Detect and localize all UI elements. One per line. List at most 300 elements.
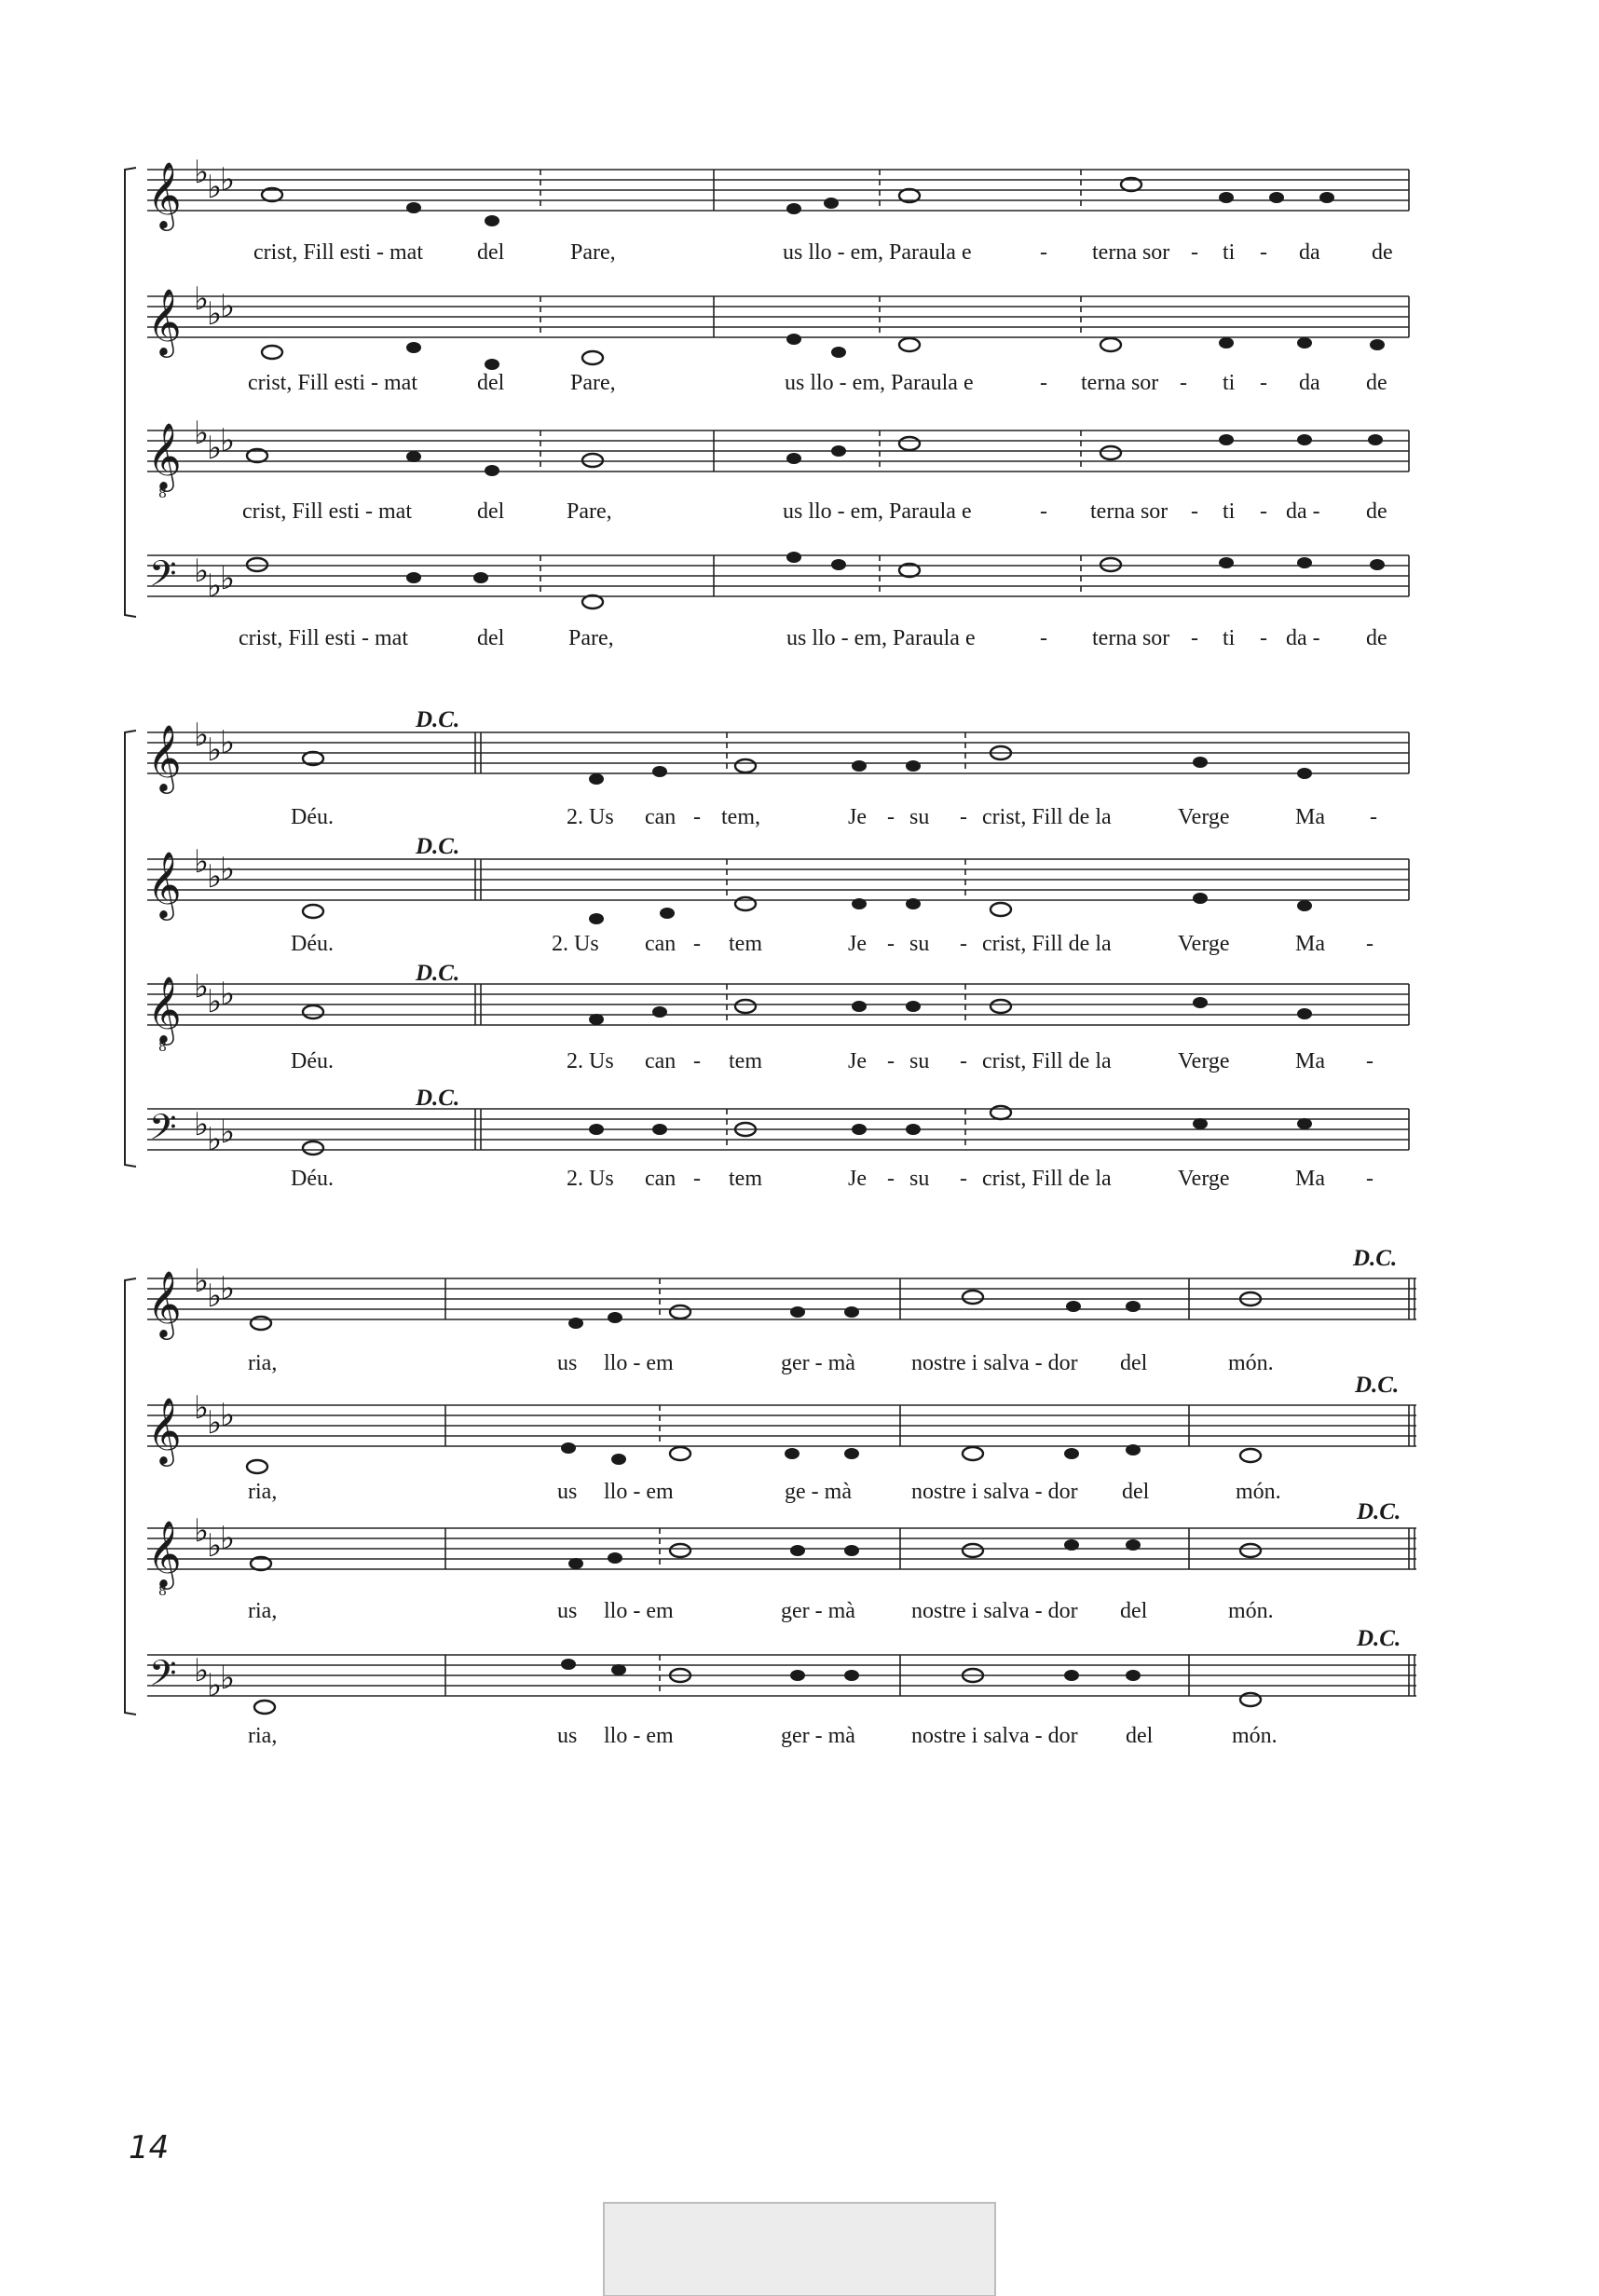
lyric-syllable: Déu. xyxy=(291,932,334,956)
note-head xyxy=(254,1701,275,1714)
lyric-syllable: - xyxy=(887,932,895,956)
lyric-syllable: - xyxy=(693,932,701,956)
note-head xyxy=(1297,1118,1312,1129)
note-head xyxy=(589,773,604,785)
lyric-syllable: 2. Us xyxy=(567,1167,614,1191)
lyric-syllable: món. xyxy=(1228,1351,1274,1375)
flat-icon: ♭ xyxy=(194,1263,210,1300)
lyric-syllable: ti xyxy=(1223,240,1236,265)
note-head xyxy=(1193,893,1208,904)
octave-eight-icon: 8 xyxy=(158,1584,167,1599)
lyric-syllable: Ma xyxy=(1295,932,1325,956)
lyric-syllable: nostre i salva - dor xyxy=(911,1599,1078,1623)
lyric-syllable: nostre i salva - dor xyxy=(911,1351,1078,1375)
staff-alto xyxy=(147,280,1409,395)
note-head xyxy=(485,359,499,370)
lyric-syllable: del xyxy=(477,371,505,395)
note-head xyxy=(1193,997,1208,1008)
flat-icon: ♭ xyxy=(207,169,223,206)
lyric-syllable: - xyxy=(1180,371,1187,395)
staff-soprano xyxy=(147,154,1409,265)
note-head xyxy=(611,1664,626,1675)
staff-tenor xyxy=(147,415,1409,524)
lyric-syllable: - xyxy=(1260,626,1267,650)
note-head xyxy=(1297,557,1312,568)
lyric-syllable: ria, xyxy=(248,1599,278,1623)
treble-clef-8vb-icon: 𝄞 xyxy=(147,421,182,489)
staff-bass xyxy=(147,1626,1416,1748)
flat-icon: ♭ xyxy=(207,430,223,467)
lyric-syllable: terna sor xyxy=(1092,626,1170,650)
note-head xyxy=(844,1448,859,1459)
lyric-syllable: crist, Fill de la xyxy=(982,1049,1112,1073)
note-head xyxy=(824,198,839,209)
note-head xyxy=(844,1545,859,1556)
note-head xyxy=(608,1552,622,1564)
note-head xyxy=(1100,338,1121,351)
note-head xyxy=(303,1005,323,1018)
lyric-syllable: Verge xyxy=(1178,932,1230,956)
lyric-syllable: Déu. xyxy=(291,1049,334,1073)
note-head xyxy=(844,1306,859,1318)
note-head xyxy=(844,1670,859,1681)
note-head xyxy=(735,897,756,910)
note-head xyxy=(906,760,921,772)
dc-marking: D.C. xyxy=(416,1086,460,1111)
lyric-syllable: - xyxy=(1366,1049,1374,1073)
lyric-syllable: de xyxy=(1366,371,1387,395)
note-head xyxy=(1100,558,1121,571)
lyric-syllable: ge - mà xyxy=(785,1480,852,1504)
note-head xyxy=(561,1442,576,1454)
staff-bass xyxy=(147,552,1409,650)
lyric-syllable: Je xyxy=(848,1049,867,1073)
flat-icon: ♭ xyxy=(194,843,210,881)
staff-lines xyxy=(147,170,1409,211)
lyric-syllable: - xyxy=(693,805,701,829)
lyric-syllable: del xyxy=(1120,1599,1148,1623)
flat-icon: ♭ xyxy=(220,976,236,1013)
note-head xyxy=(406,572,421,583)
lyric-syllable: del xyxy=(477,240,505,265)
lyric-syllable: can xyxy=(645,932,676,956)
note-head xyxy=(786,334,801,345)
note-head xyxy=(786,203,801,214)
flat-icon: ♭ xyxy=(220,1114,236,1151)
lyric-syllable: - xyxy=(1191,626,1198,650)
lyric-syllable: tem xyxy=(729,932,762,956)
flat-icon: ♭ xyxy=(207,1278,223,1315)
note-head xyxy=(1240,1693,1261,1706)
lyric-syllable: su xyxy=(909,805,930,829)
lyric-syllable: - xyxy=(960,932,967,956)
lyric-syllable: - xyxy=(887,1049,895,1073)
note-head xyxy=(303,905,323,918)
lyric-syllable: món. xyxy=(1232,1724,1278,1748)
lyric-syllable: - xyxy=(1040,240,1047,265)
lyric-syllable: Déu. xyxy=(291,1167,334,1191)
note-head xyxy=(831,559,846,570)
note-head xyxy=(831,347,846,358)
lyric-syllable: crist, Fill de la xyxy=(982,805,1112,829)
note-head xyxy=(1193,1118,1208,1129)
lyric-syllable: su xyxy=(909,1049,930,1073)
lyric-syllable: del xyxy=(477,499,505,524)
note-head xyxy=(485,465,499,476)
lyric-syllable: can xyxy=(645,1049,676,1073)
note-head xyxy=(1066,1301,1081,1312)
system-2 xyxy=(125,707,1409,1191)
lyric-syllable: us xyxy=(557,1599,578,1623)
note-head xyxy=(831,445,846,457)
treble-clef-icon: 𝄞 xyxy=(147,850,182,918)
dc-marking: D.C. xyxy=(1353,1246,1398,1271)
lyrics xyxy=(248,1599,1274,1623)
lyric-syllable: del xyxy=(1120,1351,1148,1375)
lyric-syllable: llo - em xyxy=(604,1599,674,1623)
note-head xyxy=(1064,1539,1079,1551)
note-head xyxy=(1240,1449,1261,1462)
lyric-syllable: crist, Fill de la xyxy=(982,932,1112,956)
staff-tenor xyxy=(147,1499,1416,1623)
lyric-syllable: us xyxy=(557,1351,578,1375)
lyric-syllable: - xyxy=(960,1167,967,1191)
lyric-syllable: món. xyxy=(1236,1480,1281,1504)
flat-icon: ♭ xyxy=(194,1512,210,1550)
lyrics xyxy=(239,626,1387,650)
note-head xyxy=(589,1014,604,1025)
dc-marking: D.C. xyxy=(416,834,460,859)
lyric-syllable: Verge xyxy=(1178,805,1230,829)
note-head xyxy=(1368,434,1383,445)
dc-marking: D.C. xyxy=(416,961,460,986)
note-head xyxy=(1297,434,1312,445)
note-head xyxy=(485,215,499,226)
lyric-syllable: - xyxy=(1040,499,1047,524)
lyric-syllable: crist, Fill esti - mat xyxy=(253,240,423,265)
note-head xyxy=(1100,446,1121,459)
lyric-syllable: Verge xyxy=(1178,1049,1230,1073)
lyric-syllable: can xyxy=(645,1167,676,1191)
lyric-syllable: Ma xyxy=(1295,805,1325,829)
lyric-syllable: terna sor xyxy=(1092,240,1170,265)
treble-clef-8vb-icon: 𝄞 xyxy=(147,975,182,1043)
dc-marking: D.C. xyxy=(1357,1499,1401,1524)
flat-icon: ♭ xyxy=(194,1652,210,1689)
note-head xyxy=(1297,900,1312,911)
note-head xyxy=(251,1317,271,1330)
lyrics xyxy=(291,1167,1374,1191)
flat-icon: ♭ xyxy=(207,567,223,605)
flat-icon: ♭ xyxy=(207,295,223,333)
lyric-syllable: - xyxy=(887,805,895,829)
note-head xyxy=(852,1124,867,1135)
flat-icon: ♭ xyxy=(194,553,210,590)
lyric-syllable: us llo - em, Paraula e xyxy=(783,499,972,524)
lyric-syllable: ger - mà xyxy=(781,1351,855,1375)
treble-clef-8vb-icon: 𝄞 xyxy=(147,1519,182,1587)
flat-icon: ♭ xyxy=(220,560,236,597)
note-head xyxy=(1297,768,1312,779)
lyric-syllable: da - xyxy=(1286,626,1320,650)
note-head xyxy=(1370,339,1385,350)
note-head xyxy=(652,766,667,777)
flat-icon: ♭ xyxy=(194,1106,210,1143)
note-head xyxy=(582,351,603,364)
lyric-syllable: del xyxy=(477,626,505,650)
lyric-syllable: tem, xyxy=(721,805,760,829)
note-head xyxy=(1126,1301,1141,1312)
lyric-syllable: crist, Fill esti - mat xyxy=(242,499,412,524)
note-head xyxy=(1219,557,1234,568)
lyric-syllable: Ma xyxy=(1295,1049,1325,1073)
note-head xyxy=(906,1124,921,1135)
note-head xyxy=(247,558,267,571)
lyric-syllable: llo - em xyxy=(604,1351,674,1375)
note-head xyxy=(1319,192,1334,203)
note-head xyxy=(670,1544,690,1557)
lyric-syllable: su xyxy=(909,1167,930,1191)
note-head xyxy=(660,908,675,919)
lyric-syllable: Ma xyxy=(1295,1167,1325,1191)
flat-icon: ♭ xyxy=(220,1397,236,1434)
lyric-syllable: del xyxy=(1126,1724,1154,1748)
note-head xyxy=(852,1001,867,1012)
dc-marking: D.C. xyxy=(1357,1626,1401,1651)
system-3 xyxy=(125,1246,1416,1748)
flat-icon: ♭ xyxy=(220,1520,236,1557)
lyrics xyxy=(291,932,1374,956)
staff-soprano xyxy=(147,1246,1416,1375)
lyric-syllable: da xyxy=(1299,240,1320,265)
flat-icon: ♭ xyxy=(194,280,210,318)
lyric-syllable: ger - mà xyxy=(781,1599,855,1623)
note-head xyxy=(899,437,920,450)
lyric-syllable: tem xyxy=(729,1049,762,1073)
flat-icon: ♭ xyxy=(207,1404,223,1442)
note-head xyxy=(1219,434,1234,445)
note-head xyxy=(991,1106,1011,1119)
lyric-syllable: Je xyxy=(848,932,867,956)
flat-icon: ♭ xyxy=(220,1660,236,1697)
flat-icon: ♭ xyxy=(207,1667,223,1704)
note-head xyxy=(1064,1670,1079,1681)
treble-clef-icon: 𝄞 xyxy=(147,723,182,791)
lyric-syllable: - xyxy=(960,805,967,829)
staff-bass xyxy=(147,1086,1409,1191)
lyrics xyxy=(253,240,1393,265)
lyrics xyxy=(242,499,1387,524)
flat-icon: ♭ xyxy=(220,1270,236,1307)
flat-icon: ♭ xyxy=(220,422,236,459)
note-head xyxy=(786,552,801,563)
scan-artifact xyxy=(604,2203,995,2296)
bass-clef-icon: 𝄢 xyxy=(149,1106,177,1156)
note-head xyxy=(963,1544,983,1557)
note-head xyxy=(1126,1444,1141,1456)
lyric-syllable: us xyxy=(557,1480,578,1504)
flat-icon: ♭ xyxy=(220,288,236,325)
treble-clef-icon: 𝄞 xyxy=(147,160,182,228)
note-head xyxy=(303,1141,323,1155)
lyric-syllable: - xyxy=(887,1167,895,1191)
system-brace xyxy=(125,1278,136,1715)
lyric-syllable: ria, xyxy=(248,1480,278,1504)
bass-clef-icon: 𝄢 xyxy=(149,553,177,603)
note-head xyxy=(899,338,920,351)
lyric-syllable: su xyxy=(909,932,930,956)
note-head xyxy=(582,595,603,608)
note-head xyxy=(790,1306,805,1318)
lyric-syllable: Pare, xyxy=(570,240,616,265)
lyric-syllable: món. xyxy=(1228,1599,1274,1623)
note-head xyxy=(1219,337,1234,348)
note-head xyxy=(247,1460,267,1473)
lyrics xyxy=(248,1351,1274,1375)
flat-icon: ♭ xyxy=(194,717,210,754)
lyric-syllable: nostre i salva - dor xyxy=(911,1480,1078,1504)
lyric-syllable: - xyxy=(1370,805,1377,829)
note-head xyxy=(1126,1539,1141,1551)
lyric-syllable: da xyxy=(1299,371,1320,395)
lyric-syllable: - xyxy=(1191,240,1198,265)
lyric-syllable: - xyxy=(693,1167,701,1191)
note-head xyxy=(1193,757,1208,768)
lyric-syllable: da - xyxy=(1286,499,1320,524)
note-head xyxy=(670,1305,690,1319)
lyric-syllable: - xyxy=(1366,932,1374,956)
lyric-syllable: terna sor xyxy=(1090,499,1168,524)
note-head xyxy=(735,1000,756,1013)
note-head xyxy=(652,1124,667,1135)
lyric-syllable: ria, xyxy=(248,1351,278,1375)
note-head xyxy=(1370,559,1385,570)
note-head xyxy=(568,1558,583,1569)
lyric-syllable: ti xyxy=(1223,499,1236,524)
note-head xyxy=(652,1006,667,1018)
system-brace xyxy=(125,731,136,1167)
note-head xyxy=(568,1318,583,1329)
staff-alto xyxy=(147,834,1409,956)
note-head xyxy=(852,760,867,772)
note-head xyxy=(589,1124,604,1135)
note-head xyxy=(262,346,282,359)
note-head xyxy=(735,759,756,772)
note-head xyxy=(786,453,801,464)
lyric-syllable: us llo - em, Paraula e xyxy=(783,240,972,265)
flat-icon: ♭ xyxy=(207,983,223,1020)
lyrics xyxy=(248,371,1387,395)
system-brace xyxy=(125,168,136,617)
lyric-syllable: ria, xyxy=(248,1724,278,1748)
note-head xyxy=(582,454,603,467)
note-head xyxy=(1219,192,1234,203)
system-1 xyxy=(125,154,1409,650)
note-head xyxy=(473,572,488,583)
lyric-syllable: de xyxy=(1366,499,1387,524)
octave-eight-icon: 8 xyxy=(158,1040,167,1055)
flat-icon: ♭ xyxy=(207,858,223,895)
lyric-syllable: 2. Us xyxy=(552,932,599,956)
lyric-syllable: ti xyxy=(1223,626,1236,650)
note-head xyxy=(906,898,921,909)
flat-icon: ♭ xyxy=(194,154,210,191)
note-head xyxy=(963,1291,983,1304)
lyrics xyxy=(248,1724,1278,1748)
note-head xyxy=(1240,1544,1261,1557)
lyric-syllable: ger - mà xyxy=(781,1724,855,1748)
lyric-syllable: us llo - em, Paraula e xyxy=(785,371,974,395)
lyric-syllable: Pare, xyxy=(568,626,614,650)
lyric-syllable: - xyxy=(1260,499,1267,524)
flat-icon: ♭ xyxy=(207,1527,223,1565)
lyric-syllable: crist, Fill esti - mat xyxy=(248,371,417,395)
flat-icon: ♭ xyxy=(194,968,210,1005)
note-head xyxy=(608,1312,622,1323)
lyric-syllable: Verge xyxy=(1178,1167,1230,1191)
note-head xyxy=(589,913,604,924)
flat-icon: ♭ xyxy=(207,731,223,769)
lyric-syllable: llo - em xyxy=(604,1480,674,1504)
lyric-syllable: - xyxy=(1260,371,1267,395)
treble-clef-icon: 𝄞 xyxy=(147,1269,182,1337)
note-head xyxy=(785,1448,800,1459)
note-head xyxy=(1126,1670,1141,1681)
lyric-syllable: llo - em xyxy=(604,1724,674,1748)
lyric-syllable: - xyxy=(1040,626,1047,650)
lyric-syllable: Je xyxy=(848,805,867,829)
note-head xyxy=(1297,337,1312,348)
octave-eight-icon: 8 xyxy=(158,486,167,501)
lyric-syllable: de xyxy=(1372,240,1393,265)
flat-icon: ♭ xyxy=(220,851,236,888)
lyric-syllable: us xyxy=(557,1724,578,1748)
lyric-syllable: 2. Us xyxy=(567,805,614,829)
lyric-syllable: - xyxy=(1040,371,1047,395)
note-head xyxy=(906,1001,921,1012)
lyric-syllable: Pare, xyxy=(567,499,612,524)
treble-clef-icon: 𝄞 xyxy=(147,1396,182,1464)
note-head xyxy=(790,1545,805,1556)
note-head xyxy=(991,1000,1011,1013)
lyric-syllable: Je xyxy=(848,1167,867,1191)
flat-icon: ♭ xyxy=(220,724,236,761)
note-head xyxy=(1064,1448,1079,1459)
lyric-syllable: crist, Fill esti - mat xyxy=(239,626,408,650)
flat-icon: ♭ xyxy=(194,415,210,452)
note-head xyxy=(561,1659,576,1670)
note-head xyxy=(406,342,421,353)
lyric-syllable: - xyxy=(1260,240,1267,265)
dc-marking: D.C. xyxy=(416,707,460,732)
lyrics xyxy=(248,1480,1281,1504)
note-head xyxy=(670,1447,690,1460)
note-head xyxy=(406,202,421,213)
lyric-syllable: - xyxy=(693,1049,701,1073)
lyric-syllable: - xyxy=(960,1049,967,1073)
note-head xyxy=(852,898,867,909)
staff-soprano xyxy=(147,707,1409,829)
treble-clef-icon: 𝄞 xyxy=(147,287,182,355)
lyrics xyxy=(291,805,1377,829)
note-head xyxy=(1269,192,1284,203)
lyric-syllable: us llo - em, Paraula e xyxy=(786,626,976,650)
note-head xyxy=(963,1447,983,1460)
lyric-syllable: Déu. xyxy=(291,805,334,829)
lyric-syllable: can xyxy=(645,805,676,829)
lyric-syllable: Pare, xyxy=(570,371,616,395)
note-head xyxy=(611,1454,626,1465)
